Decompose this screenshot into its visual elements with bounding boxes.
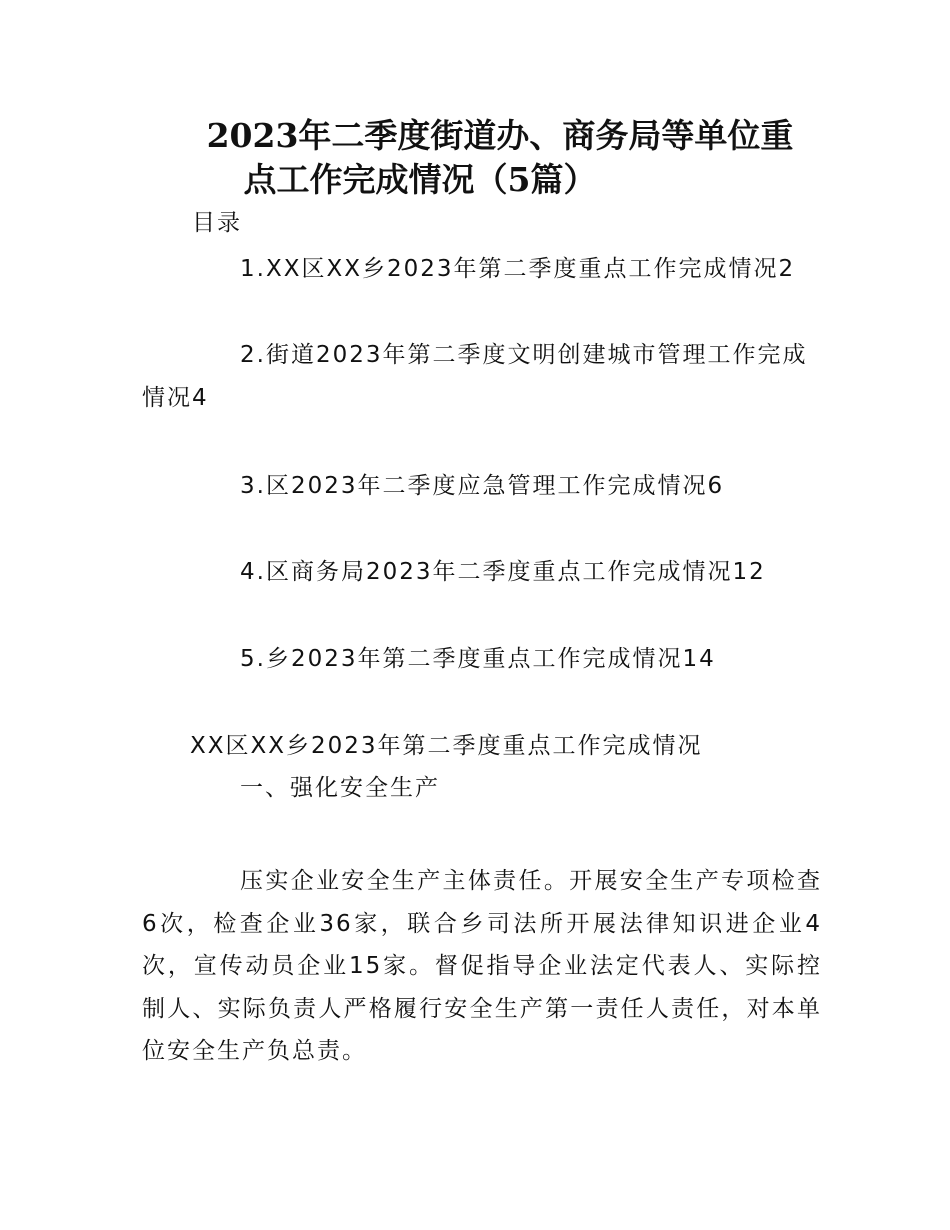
toc-label: 目录 xyxy=(192,210,242,236)
document-title-line2: 点工作完成情况（5篇） xyxy=(243,160,597,199)
subsection-title: 一、强化安全生产 xyxy=(240,775,440,801)
toc-item-3[interactable]: 3.区2023年二季度应急管理工作完成情况6 xyxy=(240,473,725,499)
toc-item-2-line1[interactable]: 2.街道2023年第二季度文明创建城市管理工作完成 xyxy=(240,342,808,368)
toc-item-4[interactable]: 4.区商务局2023年二季度重点工作完成情况12 xyxy=(240,559,766,585)
toc-item-1[interactable]: 1.XX区XX乡2023年第二季度重点工作完成情况2 xyxy=(240,256,796,282)
section-title: XX区XX乡2023年第二季度重点工作完成情况 xyxy=(190,733,703,759)
toc-item-2-line2[interactable]: 情况4 xyxy=(142,385,209,411)
toc-item-5[interactable]: 5.乡2023年第二季度重点工作完成情况14 xyxy=(240,646,716,672)
body-paragraph: 压实企业安全生产主体责任。开展安全生产专项检查6次，检查企业36家，联合乡司法所开展法律知识进企业4次，宣传动员企业15家。督促指导企业法定代表人、实际控制人、实际负责人严格履行安全生产第一责任人责任，对本单位安全生产负总责。 xyxy=(142,868,822,1064)
document-title-line1: 2023年二季度街道办、商务局等单位重 xyxy=(206,116,794,155)
